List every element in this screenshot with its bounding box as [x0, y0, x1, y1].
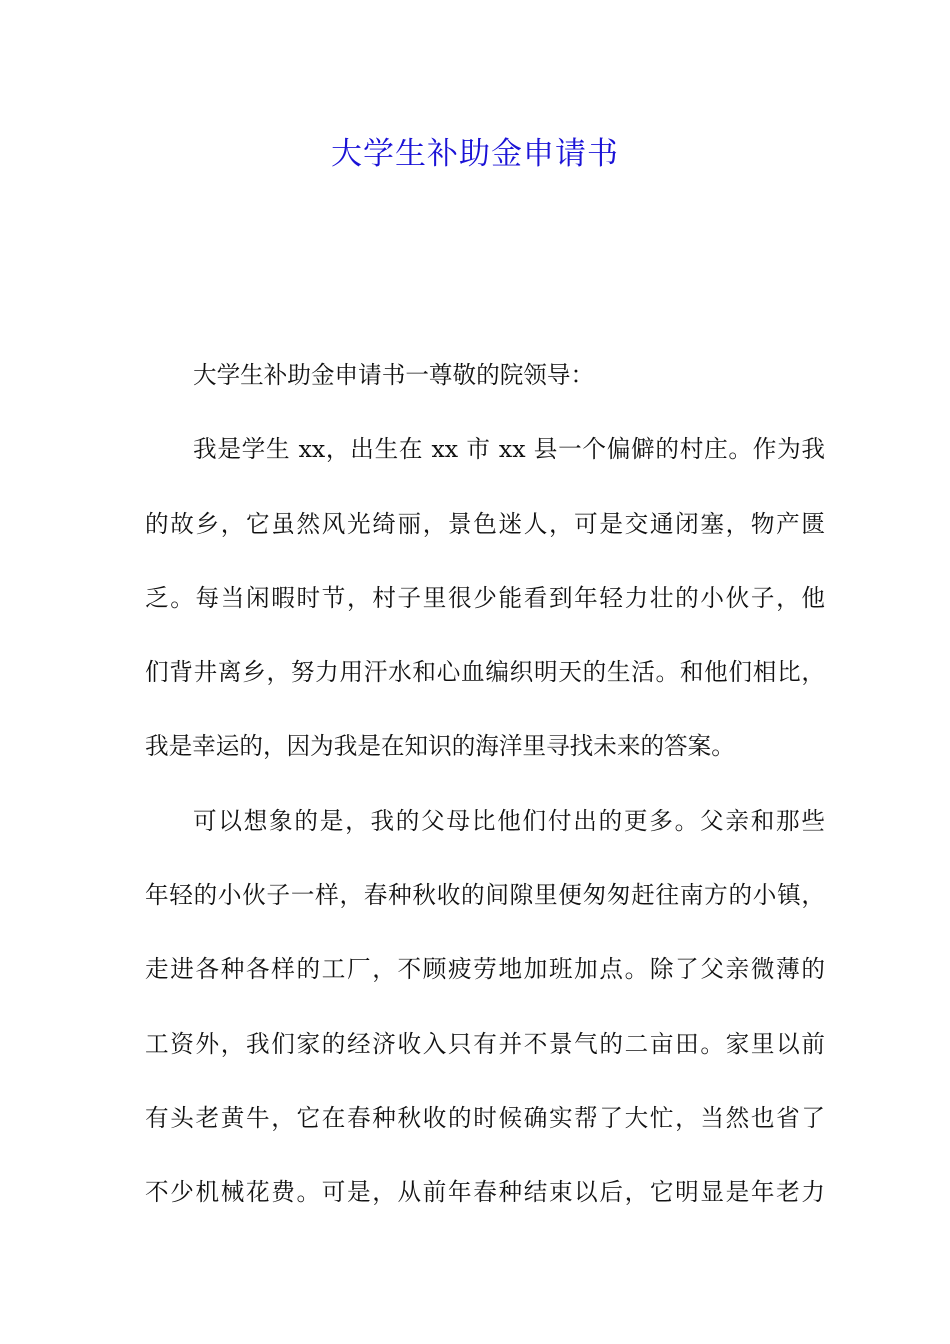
paragraph-line: 有头老黄牛，它在春种秋收的时候确实帮了大忙，当然也省了: [145, 1103, 825, 1132]
paragraph-line: 们背井离乡，努力用汗水和心血编织明天的生活。和他们相比，: [145, 658, 825, 687]
greeting-line: 大学生补助金申请书一尊敬的院领导：: [193, 361, 595, 389]
paragraph-line: 不少机械花费。可是，从前年春种结束以后，它明显是年老力: [145, 1178, 825, 1207]
paragraph-line: 可以想象的是，我的父母比他们付出的更多。父亲和那些: [193, 806, 825, 835]
document-title: 大学生补助金申请书: [331, 136, 619, 172]
paragraph-line: 工资外，我们家的经济收入只有并不景气的二亩田。家里以前: [145, 1029, 825, 1058]
paragraph-line: 我是幸运的，因为我是在知识的海洋里寻找未来的答案。: [145, 732, 735, 761]
paragraph-line: 年轻的小伙子一样，春种秋收的间隙里便匆匆赶往南方的小镇，: [145, 881, 825, 910]
paragraph-line: 的故乡，它虽然风光绮丽，景色迷人，可是交通闭塞，物产匮: [145, 509, 825, 538]
paragraph-line: 我是学生 xx，出生在 xx 市 xx 县一个偏僻的村庄。作为我: [193, 435, 825, 464]
paragraph-line: 乏。每当闲暇时节，村子里很少能看到年轻力壮的小伙子，他: [145, 583, 825, 612]
document-body: [145, 338, 825, 1230]
paragraph-line: 走进各种各样的工厂，不顾疲劳地加班加点。除了父亲微薄的: [145, 955, 825, 984]
